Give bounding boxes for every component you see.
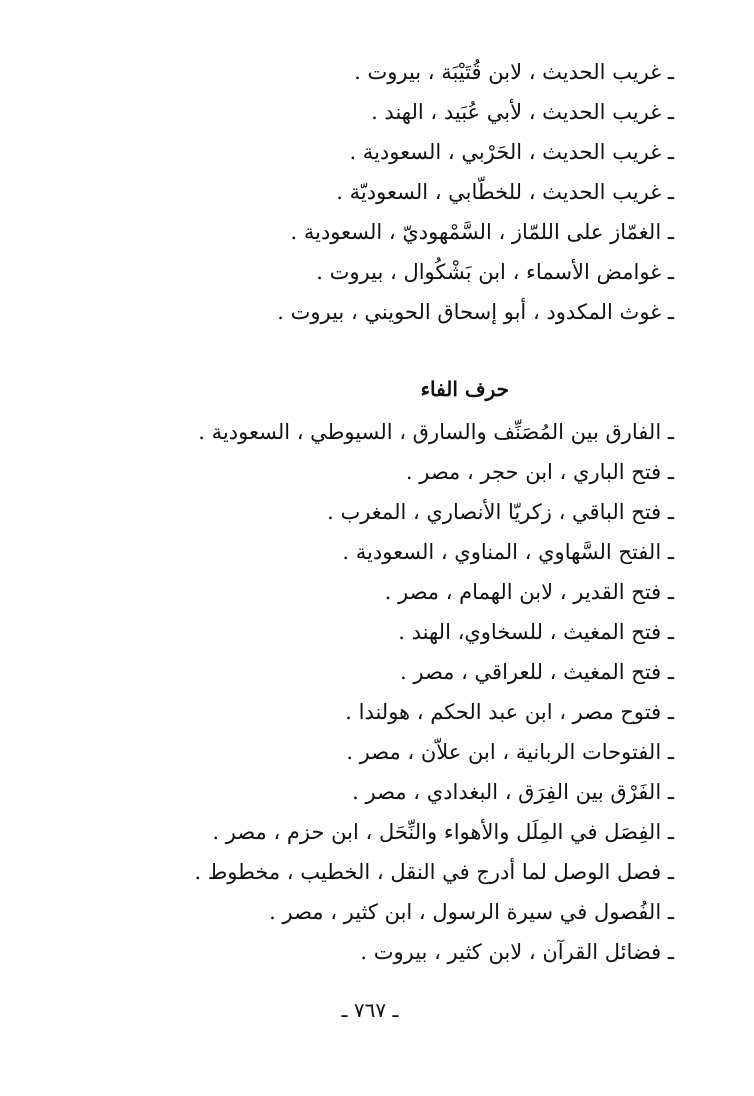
bibliography-entry: ـ الفارق بين المُصَنِّف والسارق ، السيوطي ، السعودية .	[198, 420, 674, 444]
bibliography-entry: ـ الفتوحات الربانية ، ابن علاّن ، مصر .	[346, 740, 674, 764]
page-number: ـ ٧٦٧ ـ	[341, 998, 399, 1022]
bibliography-entry: ـ غوث المكدود ، أبو إسحاق الحويني ، بيروت .	[277, 300, 674, 324]
bibliography-entry: ـ فتح المغيث ، للسخاوي، الهند .	[398, 620, 674, 644]
bibliography-entry: ـ فتح الباقي ، زكريّا الأنصاري ، المغرب .	[327, 500, 674, 524]
bibliography-entry: ـ فتوح مصر ، ابن عبد الحكم ، هولندا .	[345, 700, 674, 724]
bibliography-entry: ـ غريب الحديث ، للخطّابي ، السعوديّة .	[336, 180, 674, 204]
section-heading-fa: حرف الفاء	[420, 377, 509, 401]
bibliography-entry: ـ الفُصول في سيرة الرسول ، ابن كثير ، مصر .	[269, 900, 674, 924]
bibliography-entry: ـ غريب الحديث ، الحَرْبي ، السعودية .	[349, 140, 674, 164]
bibliography-entry: ـ غوامض الأسماء ، ابن بَشْكُوال ، بيروت .	[316, 260, 674, 284]
bibliography-entry: ـ الفَرْق بين الفِرَق ، البغدادي ، مصر .	[352, 780, 674, 804]
bibliography-entry: ـ فتح القدير ، لابن الهمام ، مصر .	[384, 580, 674, 604]
bibliography-entry: ـ فتح المغيث ، للعراقي ، مصر .	[400, 660, 674, 684]
bibliography-entry: ـ فصل الوصل لما أدرج في النقل ، الخطيب ، مخطوط .	[194, 860, 674, 884]
bibliography-entry: ـ الفِصَل في المِلَل والأهواء والنِّحَل ، ابن حزم ، مصر .	[212, 820, 674, 844]
bibliography-entry: ـ فتح الباري ، ابن حجر ، مصر .	[405, 460, 674, 484]
bibliography-entry: ـ الغمّاز على اللمّاز ، السَّمْهوديّ ، السعودية .	[290, 220, 674, 244]
bibliography-entry: ـ الفتح السَّهاوي ، المناوي ، السعودية .	[342, 540, 674, 564]
bibliography-entry: ـ غريب الحديث ، لابن قُتَيْبَة ، بيروت .	[354, 60, 674, 84]
bibliography-entry: ـ غريب الحديث ، لأبي عُبَيد ، الهند .	[371, 100, 674, 124]
bibliography-entry: ـ فضائل القرآن ، لابن كثير ، بيروت .	[360, 940, 674, 964]
